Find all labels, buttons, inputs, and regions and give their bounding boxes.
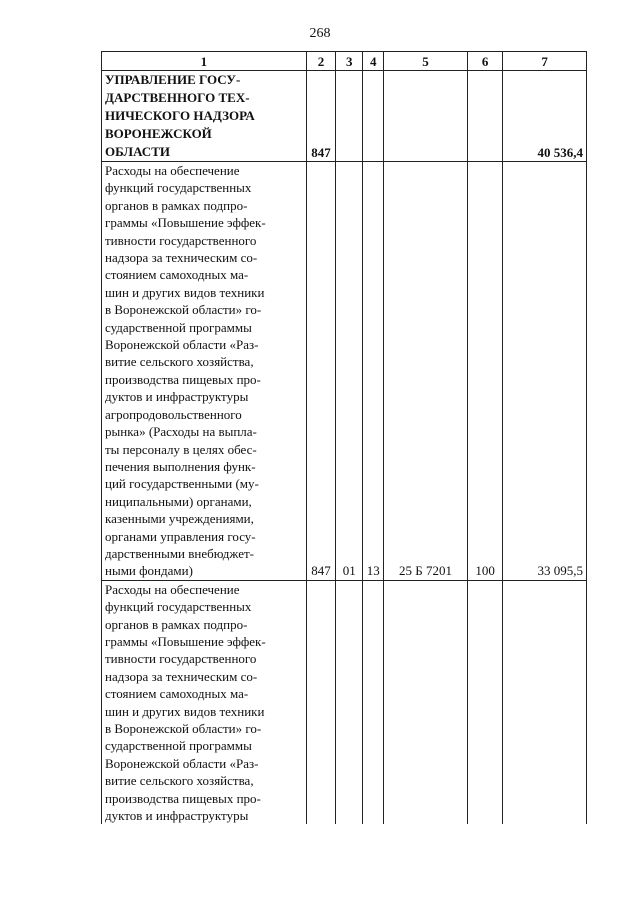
- cell-ministry-code: [306, 580, 335, 824]
- cell-ministry-code: 847: [306, 162, 335, 581]
- cell-expense-type: [467, 71, 503, 162]
- organization-name: УПРАВЛЕНИЕ ГОСУ- ДАРСТВЕННОГО ТЕХ- НИЧЕСКОГО НАДЗОРА ВОРОНЕЖСКОЙ ОБЛАСТИ: [102, 71, 307, 162]
- column-header: 2: [306, 52, 335, 71]
- cell-subsection: [363, 580, 384, 824]
- cell-target-article: [384, 580, 468, 824]
- cell-amount: 40 536,4: [503, 71, 587, 162]
- cell-section: [336, 71, 363, 162]
- cell-expense-type: [467, 580, 503, 824]
- cell-subsection: [363, 71, 384, 162]
- header-row: [102, 52, 587, 71]
- row-description: Расходы на обеспечение функций государственных органов в рамках подпро- граммы «Повышение эффек- тивности государственного надзора за техническим со- стоянием самоходных ма- шин и других видов техники в Воронежской области» го- сударственной программы Воронежской области «Раз- витие сельского хозяйства, производства пищевых про- дуктов и инфраструктуры агропродовольственного рынка» (Расходы на выпла- ты персоналу в целях обес- печения выполнения функ- ций государственными (му- ниципальными) органами, казенными учреждениями, органами управления госу- дарственными внебюджет- ными фондами): [102, 162, 307, 581]
- column-header: 1: [102, 52, 307, 71]
- cell-expense-type: 100: [467, 162, 503, 581]
- column-header: 6: [467, 52, 503, 71]
- table-row-organization: [102, 71, 587, 162]
- column-header: 4: [363, 52, 384, 71]
- cell-section: [336, 580, 363, 824]
- cell-target-article: [384, 71, 468, 162]
- column-header: 7: [503, 52, 587, 71]
- cell-target-article: 25 Б 7201: [384, 162, 468, 581]
- cell-amount: 33 095,5: [503, 162, 587, 581]
- page-number: 268: [309, 26, 331, 41]
- column-header: 5: [384, 52, 468, 71]
- table-row: [102, 162, 587, 581]
- cell-subsection: 13: [363, 162, 384, 581]
- cell-ministry-code: 847: [306, 71, 335, 162]
- cell-amount: [503, 580, 587, 824]
- table-row: [102, 580, 587, 824]
- cell-section: 01: [336, 162, 363, 581]
- row-description: Расходы на обеспечение функций государственных органов в рамках подпро- граммы «Повышение эффек- тивности государственного надзора за техническим со- стоянием самоходных ма- шин и других видов техники в Воронежской области» го- сударственной программы Воронежской области «Раз- витие сельского хозяйства, производства пищевых про- дуктов и инфраструктуры: [102, 580, 307, 824]
- budget-table: [101, 51, 587, 824]
- column-header: 3: [336, 52, 363, 71]
